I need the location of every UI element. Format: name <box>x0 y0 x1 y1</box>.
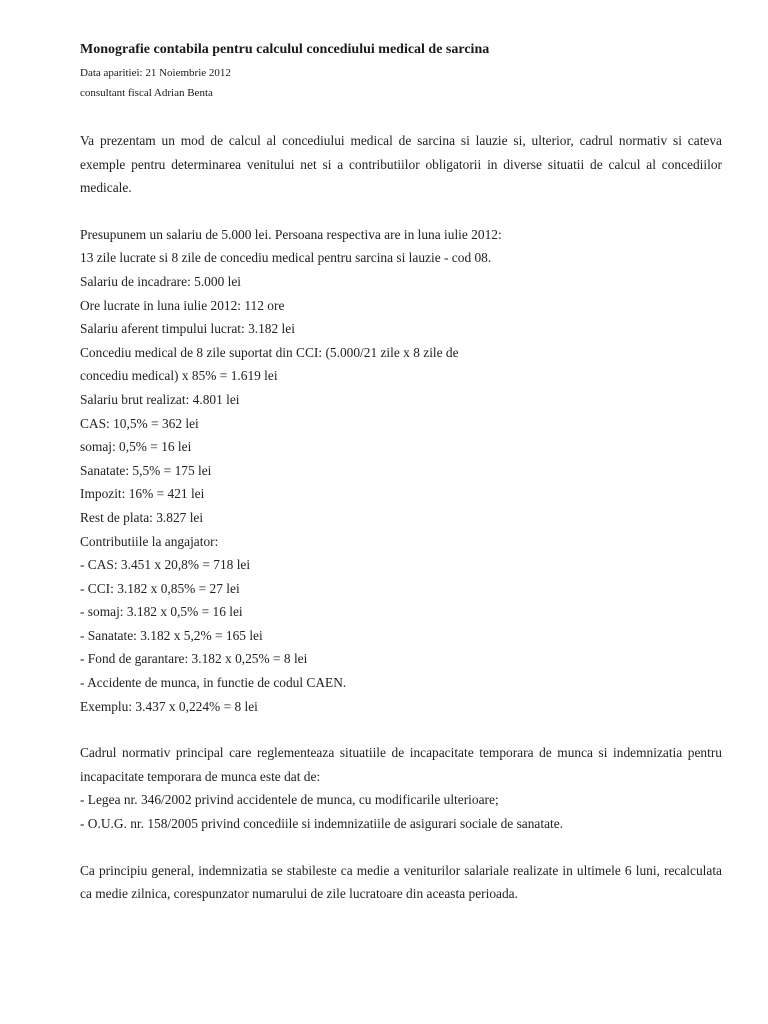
calc-line: CAS: 10,5% = 362 lei <box>80 415 199 431</box>
general-principle-paragraph: Ca principiu general, indemnizatia se stabileste ca medie a veniturilor salariale realizate in ultimele 6 luni, recalculata ca medie zilnica, corespunzator numarului de zile lucratoare din aceasta perioada. <box>80 862 722 902</box>
calc-line: - somaj: 3.182 x 0,5% = 16 lei <box>80 604 243 620</box>
calc-line: Presupunem un salariu de 5.000 lei. Persoana respectiva are in luna iulie 2012: <box>80 226 502 242</box>
calc-line: Salariu aferent timpului lucrat: 3.182 lei <box>80 321 295 337</box>
legal-framework-item: - O.U.G. nr. 158/2005 privind concediile si indemnizatiile de asigurari sociale de sanatate. <box>80 816 564 832</box>
calc-line: Salariu de incadrare: 5.000 lei <box>80 273 241 289</box>
calc-line: Concediu medical de 8 zile suportat din CCI: (5.000/21 zile x 8 zile de <box>80 344 459 360</box>
calc-line: - CCI: 3.182 x 0,85% = 27 lei <box>80 580 240 596</box>
legal-framework-section <box>80 741 722 835</box>
calc-line: - Fond de garantare: 3.182 x 0,25% = 8 lei <box>80 651 308 667</box>
publication-date: Data aparitiei: 21 Noiembrie 2012 <box>80 67 231 79</box>
calc-line: 13 zile lucrate si 8 zile de concediu medical pentru sarcina si lauzie - cod 08. <box>80 250 492 266</box>
author-line: consultant fiscal Adrian Benta <box>80 87 213 99</box>
calc-line: Exemplu: 3.437 x 0,224% = 8 lei <box>80 698 258 714</box>
calc-line: Contributiile la angajator: <box>80 533 219 549</box>
document-page <box>80 38 722 906</box>
document-title: Monografie contabila pentru calculul concediului medical de sarcina <box>80 42 490 57</box>
calculation-section <box>80 223 722 718</box>
calc-line: - Accidente de munca, in functie de codul CAEN. <box>80 675 347 691</box>
calc-line: Impozit: 16% = 421 lei <box>80 486 205 502</box>
intro-paragraph: Va prezentam un mod de calcul al concediului medical de sarcina si lauzie si, ulterior, cadrul normativ si cateva exemple pentru determinarea venitului net si a contributiilor obligatorii in diverse situatii de calcul al concediilor medicale. <box>80 133 722 196</box>
calc-line: concediu medical) x 85% = 1.619 lei <box>80 368 278 384</box>
legal-framework-item: - Legea nr. 346/2002 privind accidentele de munca, cu modificarile ulterioare; <box>80 792 499 808</box>
calc-line: somaj: 0,5% = 16 lei <box>80 439 192 455</box>
legal-framework-intro: Cadrul normativ principal care reglementeaza situatiile de incapacitate temporara de munca si indemnizatia pentru incapacitate temporara de munca este dat de: <box>80 745 722 784</box>
calc-line: Sanatate: 5,5% = 175 lei <box>80 462 212 478</box>
calc-line: - CAS: 3.451 x 20,8% = 718 lei <box>80 557 251 573</box>
calc-line: Salariu brut realizat: 4.801 lei <box>80 391 240 407</box>
calc-line: Rest de plata: 3.827 lei <box>80 509 204 525</box>
calc-line: - Sanatate: 3.182 x 5,2% = 165 lei <box>80 627 263 643</box>
calc-line: Ore lucrate in luna iulie 2012: 112 ore <box>80 297 285 313</box>
